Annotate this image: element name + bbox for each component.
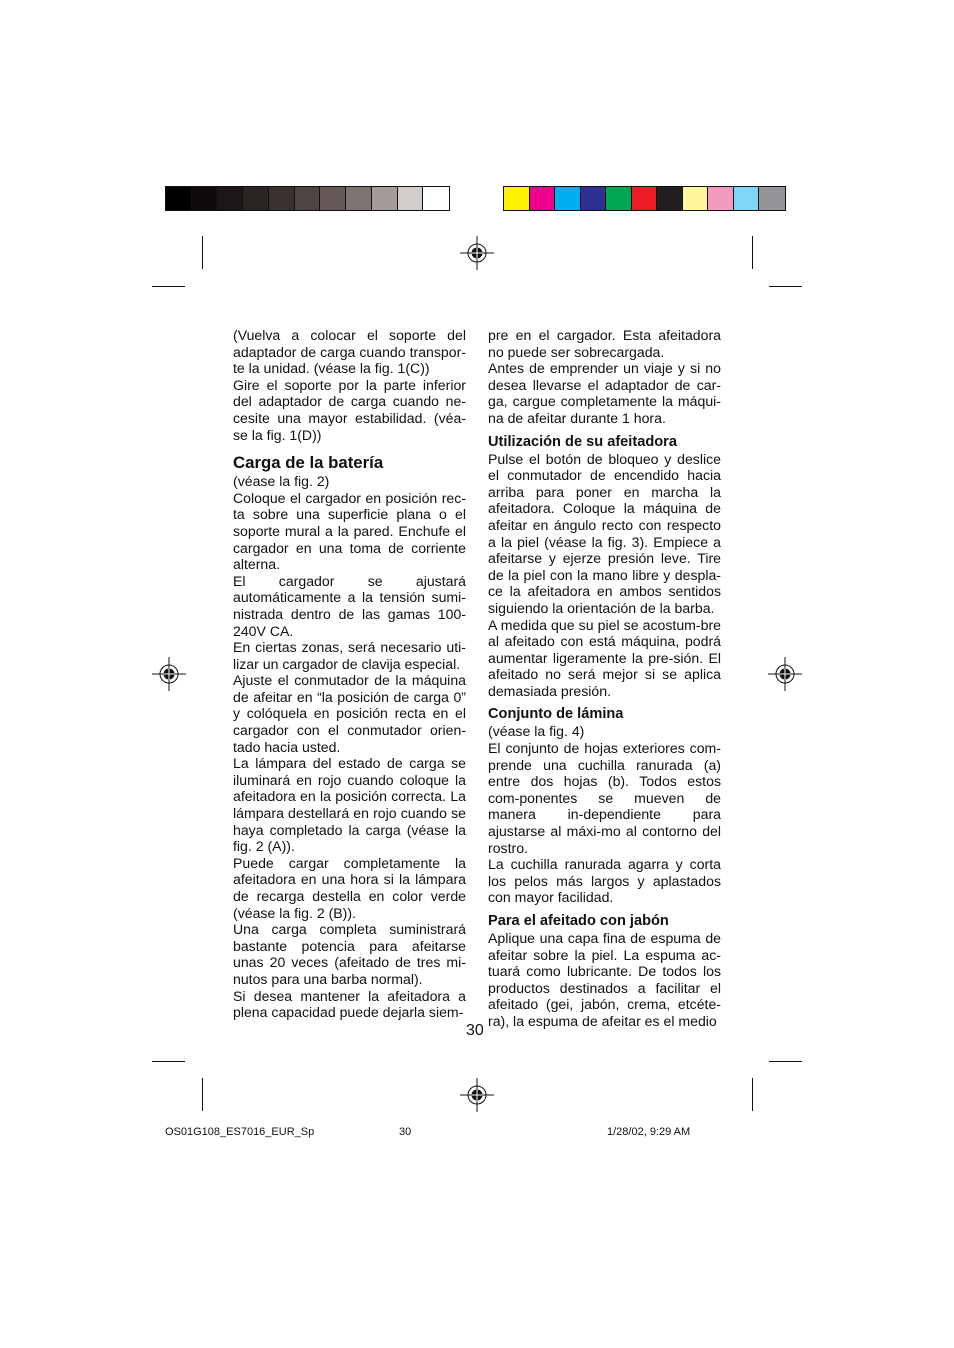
registration-mark-icon (152, 657, 186, 691)
paragraph: pre en el cargador. Esta afeitadora no puede ser sobrecargada. (488, 327, 721, 360)
section-heading: Para el afeitado con jabón (488, 913, 669, 929)
color-swatch (295, 187, 321, 210)
left-column (233, 327, 466, 1021)
section-heading: Conjunto de lámina (488, 706, 624, 723)
color-swatch (581, 187, 607, 210)
paragraph: La lámpara del estado de carga se iluminará en rojo cuando coloque la afeitadora en la posición correcta. La lámpara destellará en rojo cuando se haya completado la carga (véase la fig. 2 (A)). (233, 755, 466, 855)
color-swatch (372, 187, 398, 210)
color-swatch (192, 187, 218, 210)
crop-mark (752, 236, 753, 269)
paragraph: La cuchilla ranurada agarra y corta los pelos más largos y aplastados con mayor facilidad. (488, 856, 721, 906)
paragraph: (Vuelva a colocar el soporte del adaptador de carga cuando transpor-te la unidad. (véase la fig. 1(C)) (233, 327, 466, 377)
figure-reference: (véase la fig. 4) (488, 723, 585, 740)
color-swatch (320, 187, 346, 210)
paragraph: A medida que su piel se acostum-bre al afeitado con está máquina, podrá aumentar ligeramente la pre-sión. El afeitado no será mejor si se aplica demasiada presión. (488, 616, 721, 699)
cmyk-color-bar (503, 186, 786, 211)
registration-mark-icon (460, 236, 494, 270)
color-swatch (632, 187, 658, 210)
color-swatch (708, 187, 734, 210)
footer-page: 30 (399, 1126, 412, 1138)
color-swatch (759, 187, 785, 210)
color-swatch (423, 187, 449, 210)
right-column (488, 327, 721, 1030)
paragraph: Coloque el cargador en posición rec-ta sobre una superficie plana o el soporte mural a la pared. Enchufe el cargador en una toma de corriente alterna. (233, 489, 466, 573)
paragraph: El conjunto de hojas exteriores com-prende una cuchilla ranurada (a) entre dos hojas (b). Todos estos com-ponentes se mueven de manera in-dependiente para ajustarse al máxi-mo al contorno del rostro. (488, 740, 721, 856)
color-swatch (217, 187, 243, 210)
registration-mark-icon (768, 657, 802, 691)
paragraph: Puede cargar completamente la afeitadora en una hora si la lámpara de recarga destella en color verde (véase la fig. 2 (B)). (233, 854, 466, 921)
color-swatch (657, 187, 683, 210)
color-swatch (555, 187, 581, 210)
color-swatch (734, 187, 760, 210)
color-swatch (398, 187, 424, 210)
crop-mark (152, 1061, 185, 1062)
crop-mark (769, 286, 802, 287)
color-swatch (530, 187, 556, 210)
color-swatch (243, 187, 269, 210)
crop-mark (202, 1078, 203, 1111)
paragraph: Pulse el botón de bloqueo y deslice el conmutador de encendido hacia arriba para poner en marcha la afeitadora. Coloque la máquina de afeitar en ángulo recto con respecto a la piel (véase la fig. 3). Empiece a afeitarse y ejerze presión leve. Tire de la piel con la mano libre y despla-ce la afeitadora en ambos sentidos siguiendo la orientación de la barba. (488, 450, 721, 616)
crop-mark (752, 1078, 753, 1111)
paragraph: Antes de emprender un viaje y si no desea llevarse el adaptador de car-ga, cargue completamente la máqui-na de afeitar durante 1 hora. (488, 360, 721, 426)
paragraph: El cargador se ajustará automáticamente a la tensión sumi-nistrada dentro de las gamas 100-240V CA. (233, 572, 466, 639)
section-heading: Utilización de su afeitadora (488, 433, 677, 450)
paragraph: Si desea mantener la afeitadora a plena capacidad puede dejarla siem- (233, 987, 466, 1021)
color-swatch (606, 187, 632, 210)
grayscale-color-bar (165, 186, 450, 211)
color-swatch (504, 187, 530, 210)
footer-date: 1/28/02, 9:29 AM (607, 1126, 691, 1138)
paragraph: Ajuste el conmutador de la máquina de afeitar en “la posición de carga 0” y colóquela en posición recta en el cargador con el conmutador orien-tado hacia usted. (233, 672, 466, 755)
paragraph: Aplique una capa fina de espuma de afeitar sobre la piel. La espuma ac-tuará como lubricante. De todos los productos destinados a facilitar el afeitado (gei, jabón, crema, etcéte-ra), la espuma de afeitar es el medio (488, 930, 721, 1029)
footer-file-name: OS01G108_ES7016_EUR_Sp (165, 1126, 315, 1138)
color-swatch (346, 187, 372, 210)
page-number: 30 (466, 1022, 484, 1039)
section-heading: Carga de la batería (233, 453, 384, 473)
figure-reference: (véase la fig. 2) (233, 473, 330, 490)
registration-mark-icon (460, 1078, 494, 1112)
paragraph: En ciertas zonas, será necesario uti-lizar un cargador de clavija especial. (233, 639, 466, 672)
crop-mark (202, 236, 203, 269)
crop-mark (769, 1061, 802, 1062)
paragraph: Una carga completa suministrará bastante potencia para afeitarse unas 20 veces (afeitado de tres mi-nutos para una barba normal). (233, 921, 466, 987)
color-swatch (269, 187, 295, 210)
color-swatch (166, 187, 192, 210)
crop-mark (152, 286, 185, 287)
color-swatch (683, 187, 709, 210)
paragraph: Gire el soporte por la parte inferior del adaptador de carga cuando ne-cesite una mayor estabilidad. (véa-se la fig. 1(D)) (233, 376, 466, 443)
